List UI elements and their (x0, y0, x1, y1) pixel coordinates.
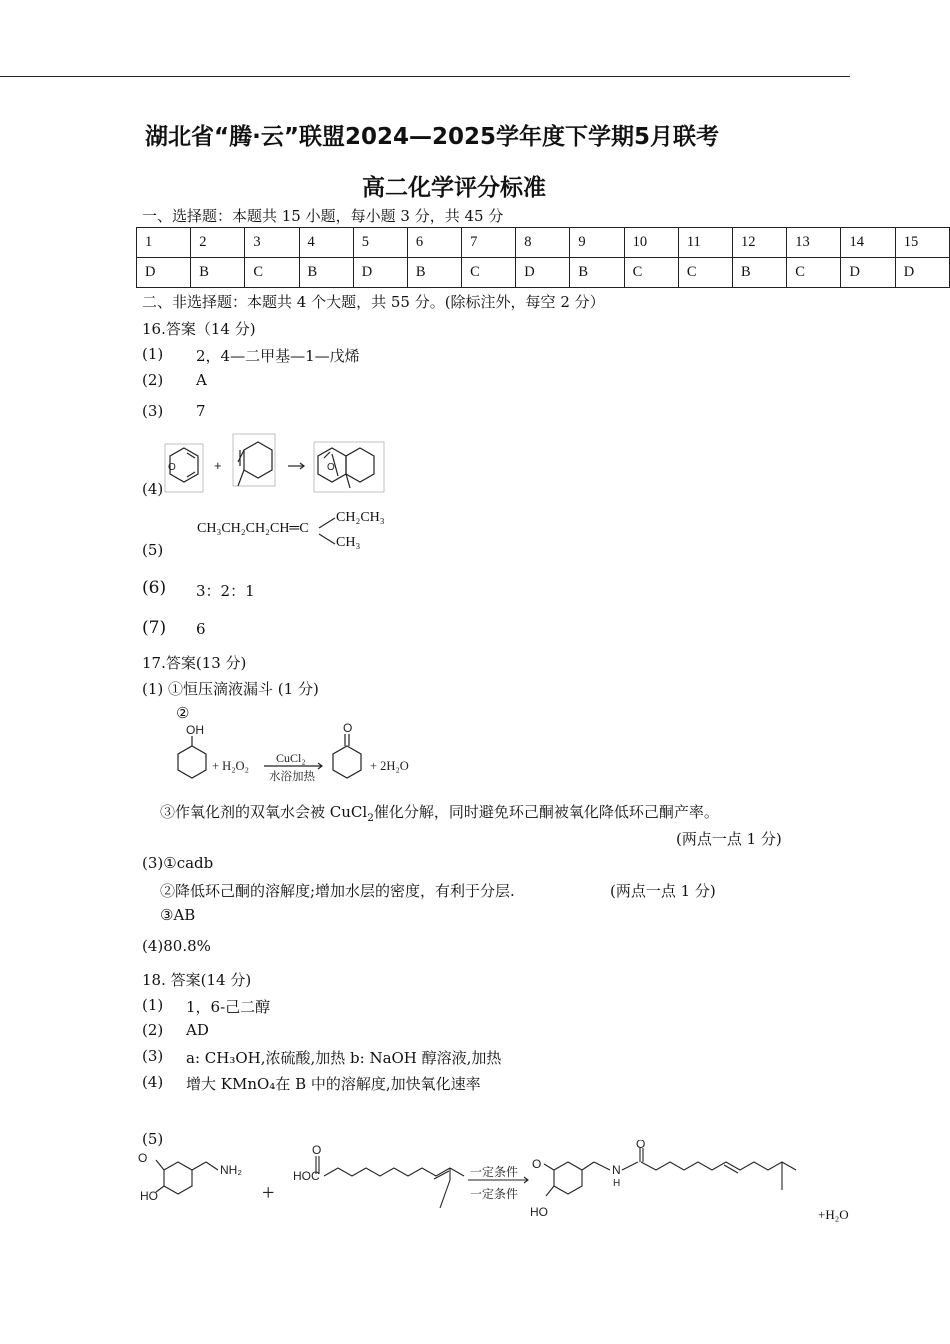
o-label: O (138, 1151, 148, 1165)
q17-answer-7: (4)80.8% (142, 937, 211, 955)
table-cell: 11 (678, 228, 732, 258)
table-cell: 2 (191, 228, 245, 258)
table-cell: B (570, 258, 624, 288)
table-cell: 14 (841, 228, 895, 258)
table-cell: 5 (353, 228, 407, 258)
q18-num-5: (5) (142, 1130, 164, 1148)
o-label: O (343, 722, 353, 735)
q16-header: 16.答案（14 分) (142, 320, 256, 338)
section2-heading: 二、非选择题：本题共 4 个大题，共 55 分。(除标注外，每空 2 分） (142, 293, 605, 311)
table-cell: B (733, 258, 787, 288)
table-cell: 7 (462, 228, 516, 258)
table-cell: 4 (299, 228, 353, 258)
q17-answer-5: ②降低环己酮的溶解度;增加水层的密度，有利于分层. (160, 882, 515, 900)
q16-answer-3: 7 (196, 402, 206, 420)
q18-header: 18. 答案(14 分) (142, 971, 252, 989)
table-cell: 1 (137, 228, 191, 258)
water-label: + 2H₂O (370, 759, 409, 773)
table-cell: C (624, 258, 678, 288)
plus-sign: + (262, 1180, 275, 1205)
table-cell: C (787, 258, 841, 288)
q16-num-4: (4) (142, 480, 164, 498)
q16-answer-7: 6 (196, 620, 206, 638)
q17-answer-3-sub: 2 (367, 812, 374, 824)
exam-subtitle: 高二化学评分标准 (362, 175, 546, 201)
q17-circle-2: ② (176, 704, 190, 722)
h2o2-label: + H₂O₂ (212, 759, 249, 773)
q16-answer-2: A (196, 371, 207, 389)
oh-label: OH (186, 723, 204, 737)
atom-label: O (327, 462, 335, 473)
atom-label: O (168, 462, 176, 473)
q16-num-3: (3) (142, 402, 164, 420)
ho-label: HO (140, 1189, 158, 1203)
table-cell: B (299, 258, 353, 288)
table-cell: 15 (895, 228, 949, 258)
condition-bottom: 一定条件 (470, 1187, 519, 1201)
amide-reaction (138, 1140, 818, 1222)
table-cell: D (895, 258, 949, 288)
q17-note-3: (两点一点 1 分) (676, 830, 782, 848)
ho-label: HO (530, 1205, 548, 1219)
plus-sign: + (214, 458, 222, 473)
table-cell: D (841, 258, 895, 288)
table-row-answers (137, 258, 950, 288)
answer-table (136, 227, 950, 288)
q18-answer-4: 增大 KMnO₄在 B 中的溶解度,加快氧化速率 (186, 1075, 481, 1093)
q17-note-5: (两点一点 1 分) (610, 882, 716, 900)
table-cell: B (191, 258, 245, 288)
table-cell: D (353, 258, 407, 288)
h-label: H (613, 1178, 621, 1189)
table-cell: 13 (787, 228, 841, 258)
table-cell: 10 (624, 228, 678, 258)
nh2-label: NH₂ (220, 1163, 242, 1177)
q16-num-1: (1) (142, 345, 164, 363)
q16-num-6: (6) (142, 578, 167, 598)
q17-answer-6: ③AB (160, 906, 196, 924)
q16-num-7: (7) (142, 618, 167, 638)
table-cell: B (407, 258, 461, 288)
catalyst-label: CuCl₂ (276, 751, 306, 765)
oxidation-reaction (168, 722, 428, 788)
q18-num-1: (1) (142, 996, 164, 1014)
q16-answer-1: 2，4—二甲基—1—戊烯 (196, 347, 360, 365)
table-cell: D (516, 258, 570, 288)
n-label: N (612, 1163, 621, 1177)
q18-num-2: (2) (142, 1021, 164, 1039)
q16-formula-5-upper: CH₂CH₃ (336, 510, 385, 525)
table-cell: 8 (516, 228, 570, 258)
table-cell: 9 (570, 228, 624, 258)
q18-num-3: (3) (142, 1047, 164, 1065)
table-row-numbers (137, 228, 950, 258)
table-cell: 6 (407, 228, 461, 258)
q16-answer-6: 3：2：1 (196, 582, 255, 600)
q17-answer-3 (160, 801, 719, 824)
q17-answer-3-part2: 催化分解，同时避免环己酮被氧化降低环己酮产率。 (373, 803, 719, 821)
q16-formula-5: CH₃CH₂CH₂CH═C (197, 521, 309, 536)
top-rule (0, 76, 850, 77)
table-cell: 12 (733, 228, 787, 258)
q17-answer-3-part1: ③作氧化剂的双氧水会被 CuCl (160, 803, 368, 821)
o-label: O (312, 1143, 322, 1157)
o-label: O (636, 1140, 646, 1151)
q17-answer-4: (3)①cadb (142, 854, 214, 872)
diels-alder-reaction (160, 430, 390, 496)
q17-answer-1: (1) ①恒压滴液漏斗 (1 分) (142, 680, 319, 698)
o-label: O (532, 1157, 542, 1171)
table-cell: C (462, 258, 516, 288)
section1-heading: 一、选择题：本题共 15 小题，每小题 3 分，共 45 分 (142, 207, 504, 225)
water-byproduct: +H₂O (818, 1207, 849, 1222)
table-cell: C (245, 258, 299, 288)
condition-label: 水浴加热 (269, 769, 315, 783)
q18-answer-2: AD (186, 1021, 209, 1039)
condition-top: 一定条件 (470, 1165, 519, 1179)
q16-num-2: (2) (142, 371, 164, 389)
table-cell: C (678, 258, 732, 288)
q17-header: 17.答案(13 分) (142, 654, 247, 672)
q18-answer-1: 1，6-己二醇 (186, 998, 271, 1016)
q16-num-5: (5) (142, 541, 164, 559)
exam-title: 湖北省“腾·云”联盟2024—2025学年度下学期5月联考 (145, 124, 720, 150)
q16-formula-5-lower: CH₃ (336, 535, 361, 550)
q18-num-4: (4) (142, 1073, 164, 1091)
hooc-label: HOC (293, 1169, 320, 1183)
table-cell: 3 (245, 228, 299, 258)
table-cell: D (137, 258, 191, 288)
q18-answer-3: a: CH₃OH,浓硫酸,加热 b: NaOH 醇溶液,加热 (186, 1049, 502, 1067)
